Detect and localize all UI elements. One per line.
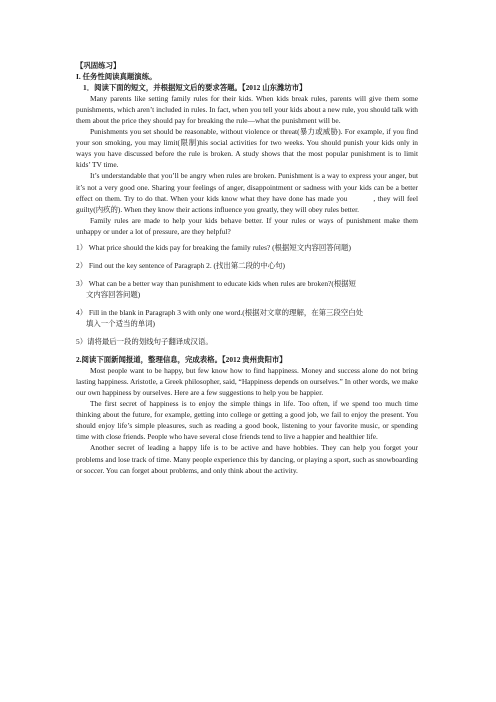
question-5: 5）请将最后一段的划线句子翻译成汉语。 [76, 337, 213, 347]
paragraph3-text-before-blank: It’s understandable that you’ll be angry when rules are broken. Punishment is a way to express your anger, but it’s not a very good one. Sharing your feelings of anger, disappointment or sadness with your kids can be a better effect on them. Try to do that. When your kids know what they have done has made you [76, 171, 418, 203]
section-heading: 【巩固练习】 [76, 61, 121, 70]
question1-title: 1．阅读下面的短文，并根据短文后的要求答题。【2012 山东潍坊市】 [83, 83, 307, 93]
question-3-line2: 文内容回答问题) [86, 289, 141, 299]
passage1-paragraph4: Family rules are made to help your kids behave better. If your rules or ways of punishment make them unhappy or under a lot of pressure, are they helpful? [76, 215, 418, 236]
document-page [76, 60, 418, 476]
part1-title: I. 任务性阅读真题演练。 [76, 72, 157, 82]
question-4-line1: 4） Fill in the blank in Paragraph 3 with only one word.(根据对文章的理解，在第三段空白处 [76, 307, 363, 317]
passage2-paragraph1: Most people want to be happy, but few know how to find happiness. Money and success alone do not bring lasting happiness. Aristotle, a Greek philosopher, said, “Happiness depends on ourselves.” In other words, we make our own happiness by ourselves. Here are a few suggestions to help you be happier. [76, 366, 418, 398]
question-3-line1: 3） What can be a better way than punishment to educate kids when rules are broken?(根据短 [76, 278, 356, 288]
paragraph3-text-after-blank: , they will feel guilty(内疚的). When they know their actions influence you greatly, they will obey rules better. [76, 193, 419, 214]
question2-title: 2.阅读下面新闻报道，整理信息，完成表格。【2012 贵州贵阳市】 [76, 355, 287, 365]
question-1: 1） What price should the kids pay for breaking the family rules? (根据短文内容回答问题) [76, 242, 351, 252]
question-4-line2: 填入一个适当的单词) [86, 318, 155, 328]
passage1-paragraph2: Punishments you set should be reasonable, without violence or threat(暴力或威胁). For example, if you find your son smoking, you may limit(限制)his social activities for two weeks. You should punish your kids only in ways you have discussed before the rule is broken. A study shows that the most popular punishment is to limit kids’ TV time. [76, 127, 418, 170]
passage2-paragraph2: The first secret of happiness is to enjoy the simple things in life. Too often, if we spend too much time thinking about the future, for example, getting into college or getting a good job, we fail to enjoy the present. You should enjoy life’s simple pleasures, such as reading a good book, listening to your favorite music, or spending time with close friends. People who have several close friends tend to live a happier and healthier life. [76, 399, 418, 442]
question-2: 2） Find out the key sentence of Paragraph 2. (找出第二段的中心句) [76, 260, 285, 270]
passage1-paragraph1: Many parents like setting family rules for their kids. When kids break rules, parents will give them some punishments, which aren’t included in rules. In fact, when you tell your kids about a new rule, you should talk with them about the price they should pay for breaking the rule—what the punishment will be. [76, 94, 418, 126]
passage1-paragraph3 [76, 170, 418, 214]
passage2-paragraph3: Another secret of leading a happy life is to be active and have hobbies. They can help you forget your problems and lose track of time. Many people experience this by dancing, or playing a sport, such as snowboarding or soccer. You can forget about problems, and only think about the activity. [76, 443, 418, 475]
